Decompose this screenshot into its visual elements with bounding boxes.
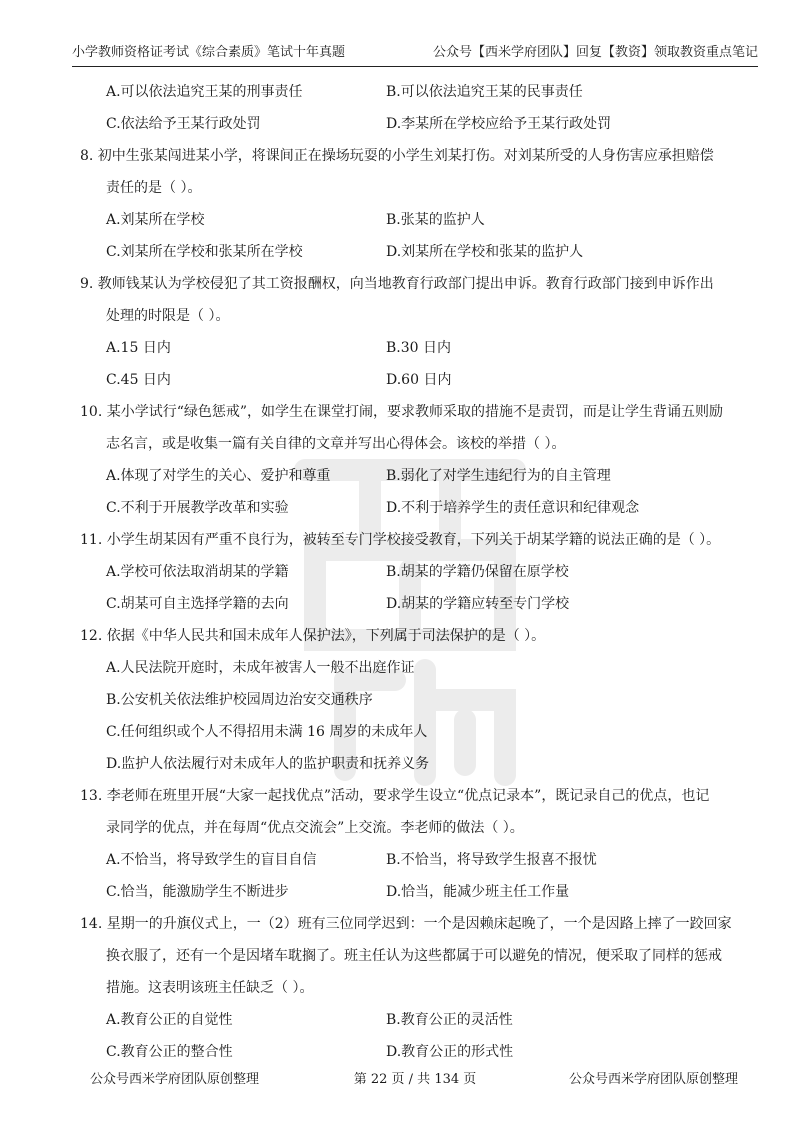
q9-stem-cont: 处理的时限是（ ）。	[106, 308, 230, 324]
q14-options-row2	[84, 1036, 762, 1068]
q13-stem: 13. 李老师在班里开展“大家一起找优点”活动，要求学生设立“优点记录本”，既记录自己的优点，也记	[80, 788, 710, 804]
q12-option-row-c	[84, 716, 762, 748]
question-list	[80, 76, 762, 1068]
q13-option-d[interactable]: D.恰当，能减少班主任工作量	[386, 884, 570, 900]
page-number: 第 22 页 / 共 134 页	[353, 1072, 477, 1087]
q8-option-b[interactable]: B.张某的监护人	[386, 212, 485, 228]
q8-stem-cont: 责任的是（ ）。	[106, 180, 202, 196]
q13-options-row2	[84, 876, 762, 908]
q12-option-row-a	[84, 652, 762, 684]
q13-stem-cont: 录同学的优点，并在每周“优点交流会”上交流。李老师的做法（ ）。	[106, 820, 524, 836]
q11-options-row1	[84, 556, 762, 588]
q7-option-d[interactable]: D.李某所在学校应给予王某行政处罚	[386, 116, 612, 132]
header-title: 小学教师资格证考试《综合素质》笔试十年真题	[72, 45, 346, 60]
q13-option-c[interactable]: C.恰当，能激励学生不断进步	[106, 884, 289, 900]
q8-stem: 8. 初中生张某闯进某小学，将课间正在操场玩耍的小学生刘某打伤。对刘某所受的人身伤害应承担赔偿	[80, 148, 714, 164]
q9-stem: 9. 教师钱某认为学校侵犯了其工资报酬权，向当地教育行政部门提出申诉。教育行政部门接到申诉作出	[80, 276, 714, 292]
q14-option-c[interactable]: C.教育公正的整合性	[106, 1044, 233, 1060]
q10-stem: 10. 某小学试行“绿色惩戒”，如学生在课堂打闹，要求教师采取的措施不是责罚，而是让学生背诵五则励	[80, 404, 724, 420]
q7-options-row1	[84, 76, 762, 108]
q10-options-row2	[84, 492, 762, 524]
q14-stem: 14. 星期一的升旗仪式上，一（2）班有三位同学迟到：一个是因赖床起晚了，一个是因路上摔了一跤回家	[80, 916, 732, 932]
q12-stem: 12. 依据《中华人民共和国未成年人保护法》，下列属于司法保护的是（ ）。	[80, 628, 546, 644]
q11-option-b[interactable]: B.胡某的学籍仍保留在原学校	[386, 564, 569, 580]
q12-option-a[interactable]: A.人民法院开庭时，未成年被害人一般不出庭作证	[106, 660, 415, 676]
q11-option-c[interactable]: C.胡某可自主选择学籍的去向	[106, 596, 289, 612]
q12-option-b[interactable]: B.公安机关依法维护校园周边治安交通秩序	[106, 692, 373, 708]
q9-options-row2	[84, 364, 762, 396]
q12-option-c[interactable]: C.任何组织或个人不得招用未满 16 周岁的未成年人	[106, 724, 428, 740]
q12-option-row-b	[84, 684, 762, 716]
header-promo: 公众号【西米学府团队】回复【教资】领取教资重点笔记	[432, 45, 758, 60]
q7-option-b[interactable]: B.可以依法追究王某的民事责任	[386, 84, 583, 100]
q14-option-b[interactable]: B.教育公正的灵活性	[386, 1012, 513, 1028]
q14-option-d[interactable]: D.教育公正的形式性	[386, 1044, 514, 1060]
q10-option-d[interactable]: D.不利于培养学生的责任意识和纪律观念	[386, 500, 640, 516]
q9-option-d[interactable]: D.60 日内	[386, 372, 452, 388]
q13-option-b[interactable]: B.不恰当，将导致学生报喜不报忧	[386, 852, 597, 868]
q8-option-a[interactable]: A.刘某所在学校	[106, 212, 205, 228]
q10-options-row1	[84, 460, 762, 492]
q14-option-a[interactable]: A.教育公正的自觉性	[106, 1012, 233, 1028]
q10-option-a[interactable]: A.体现了对学生的关心、爱护和尊重	[106, 468, 331, 484]
q11-stem: 11. 小学生胡某因有严重不良行为，被转至专门学校接受教育，下列关于胡某学籍的说法正确的是（ ）。	[80, 532, 721, 548]
footer-credit-right: 公众号西米学府团队原创整理	[568, 1072, 738, 1087]
q7-options-row2	[84, 108, 762, 140]
q9-option-b[interactable]: B.30 日内	[386, 340, 452, 356]
q9-option-a[interactable]: A.15 日内	[106, 340, 171, 356]
q11-option-d[interactable]: D.胡某的学籍应转至专门学校	[386, 596, 570, 612]
footer-credit-left: 公众号西米学府团队原创整理	[90, 1072, 260, 1087]
q9-option-c[interactable]: C.45 日内	[106, 372, 171, 388]
q11-options-row2	[84, 588, 762, 620]
q11-option-a[interactable]: A.学校可依法取消胡某的学籍	[106, 564, 289, 580]
page-header	[72, 40, 758, 67]
q10-stem-cont: 志名言，或是收集一篇有关自律的文章并写出心得体会。该校的举措（ ）。	[106, 436, 566, 452]
q10-option-b[interactable]: B.弱化了对学生违纪行为的自主管理	[386, 468, 611, 484]
page-footer	[72, 1068, 758, 1092]
q9-options-row1	[84, 332, 762, 364]
q14-stem-cont2: 措施。这表明该班主任缺乏（ ）。	[106, 980, 314, 996]
q14-options-row1	[84, 1004, 762, 1036]
q14-stem-cont: 换衣服了，还有一个是因堵车耽搁了。班主任认为这些都属于可以避免的情况，便采取了同样的惩戒	[106, 948, 722, 964]
q7-option-c[interactable]: C.依法给予王某行政处罚	[106, 116, 261, 132]
q13-option-a[interactable]: A.不恰当，将导致学生的盲目自信	[106, 852, 317, 868]
q8-options-row2	[84, 236, 762, 268]
q7-option-a[interactable]: A.可以依法追究王某的刑事责任	[106, 84, 303, 100]
q8-option-d[interactable]: D.刘某所在学校和张某的监护人	[386, 244, 584, 260]
q8-option-c[interactable]: C.刘某所在学校和张某所在学校	[106, 244, 303, 260]
q10-option-c[interactable]: C.不利于开展教学改革和实验	[106, 500, 289, 516]
q12-option-d[interactable]: D.监护人依法履行对未成年人的监护职责和抚养义务	[106, 756, 430, 772]
q8-options-row1	[84, 204, 762, 236]
q12-option-row-d	[84, 748, 762, 780]
q13-options-row1	[84, 844, 762, 876]
